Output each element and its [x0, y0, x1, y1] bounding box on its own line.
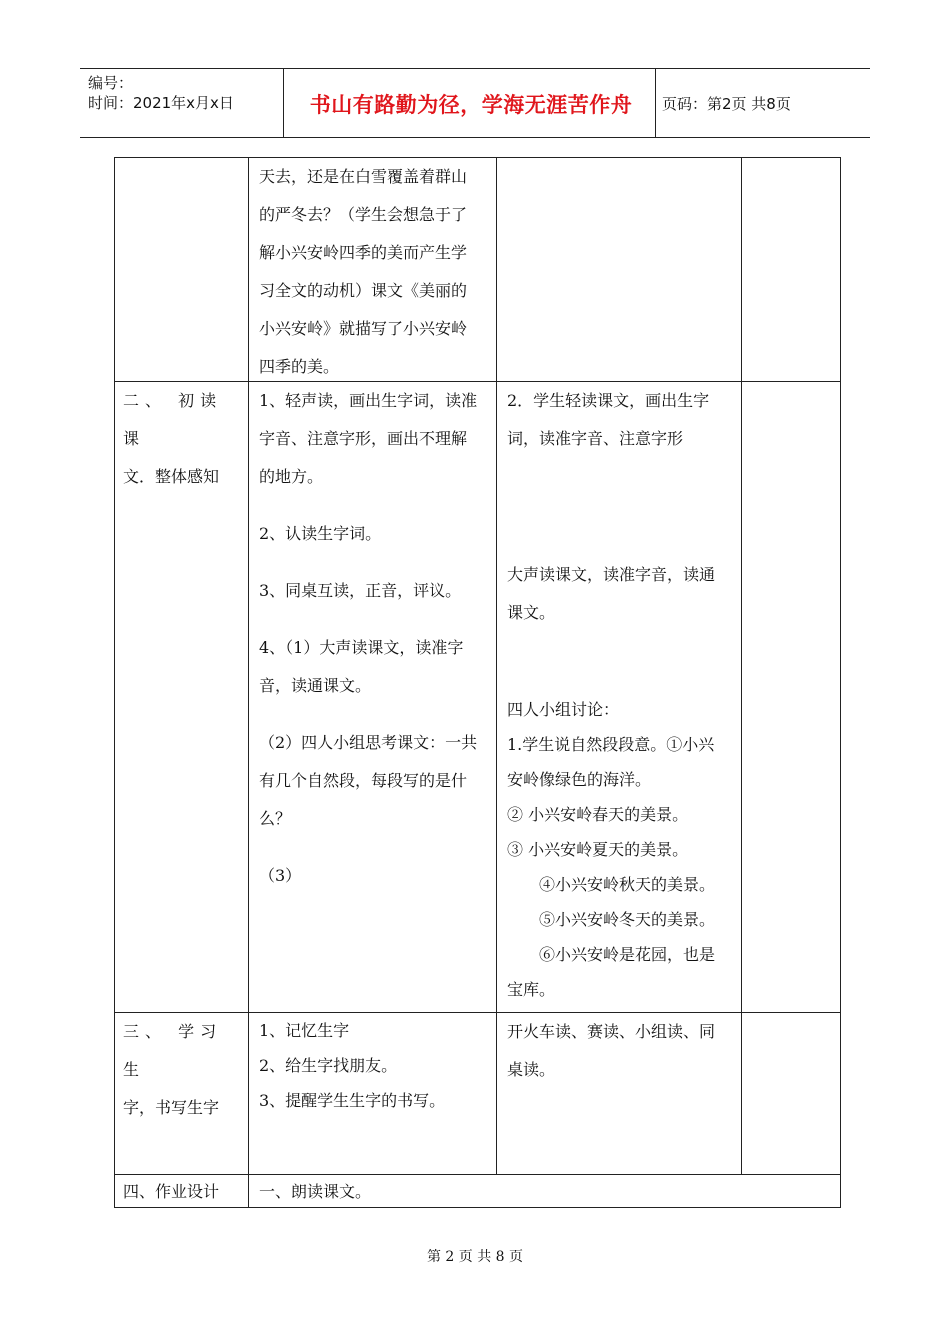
text-line: ⑤小兴安岭冬天的美景。 [539, 910, 716, 929]
table-cell-teacher [248, 381, 496, 1012]
text-line: 字音、注意字形，画出不理解 [259, 429, 468, 448]
text-line: 1.学生说自然段段意。①小兴 [507, 735, 715, 754]
text-line: 么？ [259, 809, 292, 828]
text-line: ⑥小兴安岭是花园，也是 [539, 945, 716, 964]
step-title-line: 字，书写生字 [123, 1098, 220, 1117]
table-cell-notes [741, 158, 840, 381]
document-number-label: 编号： [88, 74, 134, 92]
text-line: （2）四人小组思考课文：一共 [259, 733, 478, 752]
text-line: 课文。 [507, 603, 556, 622]
step-title-line: 二、 初读课 [123, 391, 223, 448]
table-cell-step [115, 381, 248, 1012]
text-line: 有几个自然段，每段写的是什 [259, 771, 468, 790]
text-line: 习全文的动机）课文《美丽的 [259, 281, 468, 300]
table-cell-step [115, 1012, 248, 1174]
text-line: 2、给生字找朋友。 [259, 1056, 398, 1075]
header-motto: 书山有路勤为径，学海无涯苦作舟 [309, 92, 633, 117]
text-line: 四人小组讨论： [507, 700, 620, 719]
document-date: 时间：2021年x月x日 [88, 94, 234, 112]
text-line: （3） [259, 866, 302, 885]
text-line: 大声读课文，读准字音，读通 [507, 565, 716, 584]
text-line: 3、同桌互读，正音，评议。 [259, 581, 462, 600]
table-cell-notes [741, 381, 840, 1012]
table-cell-homework [248, 1174, 840, 1208]
step-title-line: 三、 学习生 [123, 1022, 223, 1079]
text-line: 的严冬去？（学生会想急于了 [259, 205, 468, 224]
text-line: 解小兴安岭四季的美而产生学 [259, 243, 468, 262]
text-line: 天去，还是在白雪覆盖着群山 [259, 167, 468, 186]
text-line: 开火车读、赛读、小组读、同 [507, 1022, 716, 1041]
text-line: 词，读准字音、注意字形 [507, 429, 684, 448]
header-divider [283, 69, 284, 137]
table-cell-step [115, 1174, 248, 1208]
text-line: 1、轻声读，画出生字词，读准 [259, 391, 478, 410]
step-title-line: 四、作业设计 [123, 1182, 220, 1201]
step-title-line: 文．整体感知 [123, 467, 220, 486]
text-line: 桌读。 [507, 1060, 556, 1079]
text-line: 4、（1）大声读课文，读准字 [259, 638, 464, 657]
text-line: 音，读通课文。 [259, 676, 372, 695]
text-line: 1、记忆生字 [259, 1021, 350, 1040]
page-header [80, 68, 870, 138]
text-line: ② 小兴安岭春天的美景。 [507, 805, 689, 824]
header-meta [88, 73, 234, 113]
text-line: 安岭像绿色的海洋。 [507, 770, 652, 789]
text-line: 2．学生轻读课文，画出生字 [507, 391, 710, 410]
text-line: 小兴安岭》就描写了小兴安岭 [259, 319, 468, 338]
text-line: 的地方。 [259, 467, 324, 486]
header-page-info: 页码：第2页 共8页 [662, 95, 791, 113]
table-cell-teacher [248, 1012, 496, 1174]
text-line: ④小兴安岭秋天的美景。 [539, 875, 716, 894]
text-line: 四季的美。 [259, 357, 340, 376]
text-line: 宝库。 [507, 980, 556, 999]
page-footer: 第 2 页 共 8 页 [426, 1249, 524, 1265]
text-line: 一、朗读课文。 [259, 1182, 372, 1201]
lesson-plan-table [114, 157, 841, 1208]
text-line: ③ 小兴安岭夏天的美景。 [507, 840, 689, 859]
table-cell-teacher [248, 158, 496, 381]
text-line: 2、认读生字词。 [259, 524, 382, 543]
table-cell-student [496, 381, 741, 1012]
table-cell-step [115, 158, 248, 381]
table-cell-notes [741, 1012, 840, 1174]
table-cell-student [496, 1012, 741, 1174]
text-line: 3、提醒学生生字的书写。 [259, 1091, 446, 1110]
table-cell-student [496, 158, 741, 381]
